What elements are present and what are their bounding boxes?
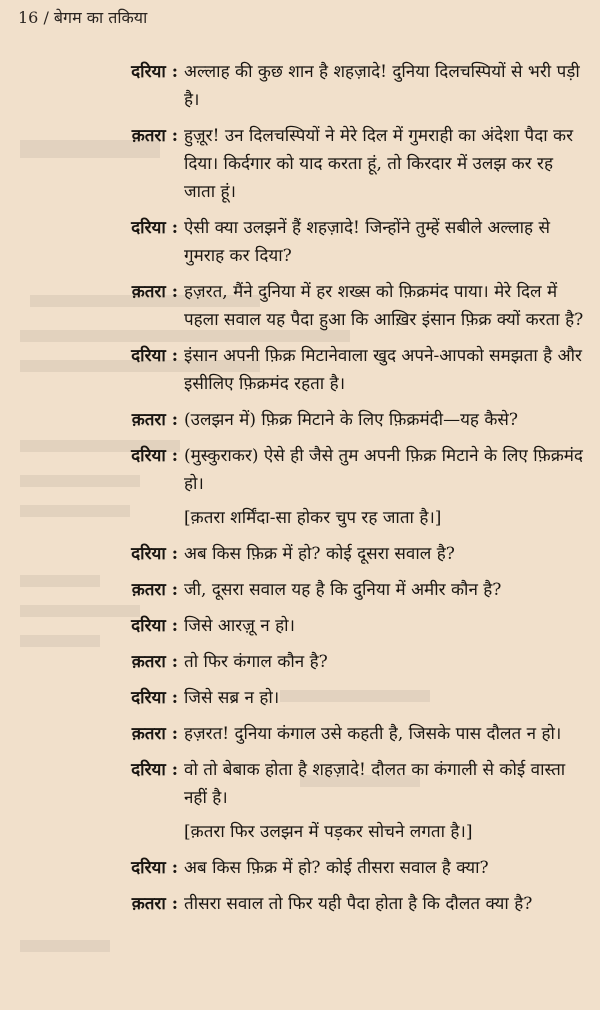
- dialogue-body: [0, 58, 600, 926]
- speaker-label: [0, 890, 184, 918]
- dialogue-line: अब किस फ़िक्र में हो? कोई दूसरा सवाल है?: [184, 544, 455, 564]
- dialogue-line: जी, दूसरा सवाल यह है कि दुनिया में अमीर कौन है?: [184, 580, 502, 600]
- speaker-label: [0, 612, 184, 640]
- speaker-label: [0, 278, 184, 306]
- speaker-colon: :: [171, 126, 178, 146]
- dialogue-entry: [0, 342, 600, 398]
- dialogue-line: वो तो बेबाक होता है शहज़ादे! दौलत का कंगाली से कोई वास्ता नहीं है।: [184, 760, 566, 808]
- dialogue-entry: [0, 648, 600, 676]
- dialogue-entry: [0, 58, 600, 114]
- speaker-colon: :: [171, 652, 178, 672]
- speaker-label: [0, 854, 184, 882]
- dialogue-entry: [0, 612, 600, 640]
- stage-direction: [क़तरा फिर उलझन में पड़कर सोचने लगता है।]: [184, 822, 473, 842]
- speaker-label: [0, 122, 184, 150]
- speaker-colon: :: [171, 410, 178, 430]
- dialogue-line: ऐसी क्या उलझनें हैं शहज़ादे! जिन्होंने तुम्हें सबीले अल्लाह से गुमराह कर दिया?: [184, 218, 550, 266]
- speaker-label: [0, 214, 184, 242]
- dialogue-line: अब किस फ़िक्र में हो? कोई तीसरा सवाल है क्या?: [184, 858, 489, 878]
- speaker-label: [0, 576, 184, 604]
- speaker-label: [0, 342, 184, 370]
- speaker-colon: :: [171, 282, 178, 302]
- dialogue-line: तीसरा सवाल तो फिर यही पैदा होता है कि दौलत क्या है?: [184, 894, 533, 914]
- speaker-label: [0, 756, 184, 784]
- speaker-name: दरिया: [131, 616, 166, 636]
- dialogue-entry: [0, 684, 600, 712]
- speaker-colon: :: [171, 580, 178, 600]
- page-header: 16 / बेगम का तकिया: [18, 8, 148, 27]
- speaker-name: क़तरा: [131, 652, 166, 672]
- speaker-name: क़तरा: [131, 282, 166, 302]
- speaker-name: दरिया: [131, 544, 166, 564]
- dialogue-line: जिसे आरज़ू न हो।: [184, 616, 295, 636]
- speaker-colon: :: [171, 760, 178, 780]
- speaker-name: दरिया: [131, 688, 166, 708]
- dialogue-entry: [0, 576, 600, 604]
- speaker-label: [0, 648, 184, 676]
- dialogue-line: अल्लाह की कुछ शान है शहज़ादे! दुनिया दिलचस्पियों से भरी पड़ी है।: [184, 62, 580, 110]
- speaker-colon: :: [171, 544, 178, 564]
- speaker-colon: :: [171, 346, 178, 366]
- dialogue-line: (मुस्कुराकर) ऐसे ही जैसे तुम अपनी फ़िक्र मिटाने के लिए फ़िक्रमंद हो।: [184, 446, 583, 494]
- speaker-label: [0, 58, 184, 86]
- dialogue-entry: [0, 890, 600, 918]
- speaker-colon: :: [171, 894, 178, 914]
- speaker-name: क़तरा: [131, 126, 166, 146]
- dialogue-line: हज़रत! दुनिया कंगाल उसे कहती है, जिसके पास दौलत न हो।: [184, 724, 562, 744]
- dialogue-line: (उलझन में) फ़िक्र मिटाने के लिए फ़िक्रमंदी—यह कैसे?: [184, 410, 519, 430]
- speaker-name: दरिया: [131, 218, 166, 238]
- speaker-colon: :: [171, 446, 178, 466]
- dialogue-line: हज़रत, मैंने दुनिया में हर शख्स को फ़िक्रमंद पाया। मेरे दिल में पहला सवाल यह पैदा हुआ कि आख़िर इंसान फ़िक्र क्यों करता है?: [184, 282, 584, 330]
- speaker-name: क़तरा: [131, 724, 166, 744]
- dialogue-line: जिसे सब्र न हो।: [184, 688, 280, 708]
- dialogue-entry: [0, 406, 600, 434]
- speaker-name: दरिया: [131, 62, 166, 82]
- speaker-name: दरिया: [131, 346, 166, 366]
- dialogue-entry: [0, 854, 600, 882]
- dialogue-entry: [0, 442, 600, 498]
- dialogue-line: तो फिर कंगाल कौन है?: [184, 652, 328, 672]
- speaker-colon: :: [171, 688, 178, 708]
- speaker-colon: :: [171, 724, 178, 744]
- speaker-colon: :: [171, 62, 178, 82]
- dialogue-entry: [0, 756, 600, 812]
- speaker-label: [0, 540, 184, 568]
- speaker-colon: :: [171, 616, 178, 636]
- speaker-label: [0, 684, 184, 712]
- speaker-colon: :: [171, 218, 178, 238]
- dialogue-line: हुज़ूर! उन दिलचस्पियों ने मेरे दिल में गुमराही का अंदेशा पैदा कर दिया। किर्दगार को याद करता हूं, तो किरदार में उलझ कर रह जाता हूं।: [184, 126, 574, 202]
- dialogue-entry: [0, 214, 600, 270]
- speaker-name: क़तरा: [131, 410, 166, 430]
- speaker-name: दरिया: [131, 760, 166, 780]
- dialogue-line: इंसान अपनी फ़िक्र मिटानेवाला खुद अपने-आपको समझता है और इसीलिए फ़िक्रमंद रहता है।: [184, 346, 582, 394]
- speaker-label: [0, 442, 184, 470]
- speaker-label: [0, 720, 184, 748]
- speaker-name: क़तरा: [131, 580, 166, 600]
- stage-direction: [क़तरा शर्मिंदा-सा होकर चुप रह जाता है।]: [184, 508, 442, 528]
- speaker-name: क़तरा: [131, 894, 166, 914]
- speaker-label: [0, 406, 184, 434]
- speaker-name: दरिया: [131, 446, 166, 466]
- speaker-colon: :: [171, 858, 178, 878]
- dialogue-entry: [0, 122, 600, 206]
- dialogue-entry: [0, 278, 600, 334]
- speaker-name: दरिया: [131, 858, 166, 878]
- dialogue-entry: [0, 540, 600, 568]
- dialogue-entry: [0, 720, 600, 748]
